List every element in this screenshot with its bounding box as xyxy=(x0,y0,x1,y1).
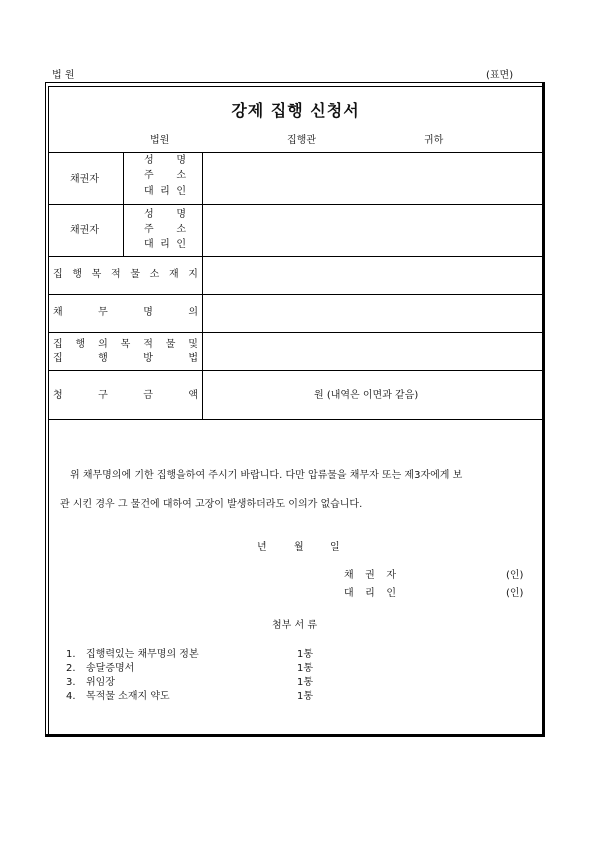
court-header-label: 법 원 xyxy=(52,70,75,81)
table-line xyxy=(48,332,545,333)
attachment-number: 1. xyxy=(66,649,76,660)
object-label-line2: 집 행 방 법 xyxy=(53,353,198,364)
location-label: 집 행 목 적 물 소 재 지 xyxy=(53,269,198,280)
table-line xyxy=(48,294,545,295)
table-line xyxy=(48,256,545,257)
table-divider xyxy=(123,152,124,256)
agent-field-label: 대 리 인 xyxy=(144,239,186,250)
amount-value: 원 (내역은 이면과 같음) xyxy=(314,390,419,401)
creditor-label: 채권자 xyxy=(70,174,99,185)
address-field-label: 주 소 xyxy=(144,224,186,235)
name-field-label: 성 명 xyxy=(144,155,186,166)
table-line xyxy=(48,370,545,371)
side-label: (표면) xyxy=(486,70,514,81)
seal-mark: (인) xyxy=(506,588,524,599)
attachment-name: 위임장 xyxy=(86,677,115,688)
date-year: 년 xyxy=(257,542,267,553)
attachment-quantity: 1통 xyxy=(297,663,314,674)
attachment-name: 집행력있는 채무명의 정본 xyxy=(86,649,199,660)
address-field-label: 주 소 xyxy=(144,170,186,181)
creditor-label: 채권자 xyxy=(70,225,99,236)
signature-agent-label: 대 리 인 xyxy=(344,588,396,599)
attachment-name: 송달증명서 xyxy=(86,663,135,674)
attachment-number: 3. xyxy=(66,677,76,688)
agent-field-label: 대 리 인 xyxy=(144,186,186,197)
signature-creditor-label: 채 권 자 xyxy=(344,570,396,581)
date-month: 월 xyxy=(294,542,304,553)
addressee-court: 법원 xyxy=(150,135,170,146)
name-field-label: 성 명 xyxy=(144,209,186,220)
addressee-officer: 집행관 xyxy=(287,135,316,146)
attachment-name: 목적물 소재지 약도 xyxy=(86,691,170,702)
object-label-line1: 집 행 의 목 적 물 및 xyxy=(53,339,198,350)
addressee-honorific: 귀하 xyxy=(424,135,444,146)
attachment-number: 2. xyxy=(66,663,76,674)
attachments-heading: 첨부 서 류 xyxy=(272,620,317,631)
attachment-quantity: 1통 xyxy=(297,649,314,660)
title-of-debt-label: 채 무 명 의 xyxy=(53,307,198,318)
attachment-quantity: 1통 xyxy=(297,691,314,702)
attachment-quantity: 1통 xyxy=(297,677,314,688)
request-text-line1: 위 채무명의에 기한 집행을하여 주시기 바랍니다. 다만 압류물을 채무자 또는 제3자에게 보 xyxy=(70,470,463,481)
table-divider xyxy=(202,152,203,419)
request-text-line2: 관 시킨 경우 그 물건에 대하여 고장이 발생하더라도 이의가 없습니다. xyxy=(60,499,363,510)
date-day: 일 xyxy=(330,542,340,553)
amount-label: 청 구 금 액 xyxy=(53,390,198,401)
attachment-number: 4. xyxy=(66,691,76,702)
seal-mark: (인) xyxy=(506,570,524,581)
form-title: 강제 집행 신청서 xyxy=(231,101,360,120)
table-line xyxy=(48,419,545,420)
